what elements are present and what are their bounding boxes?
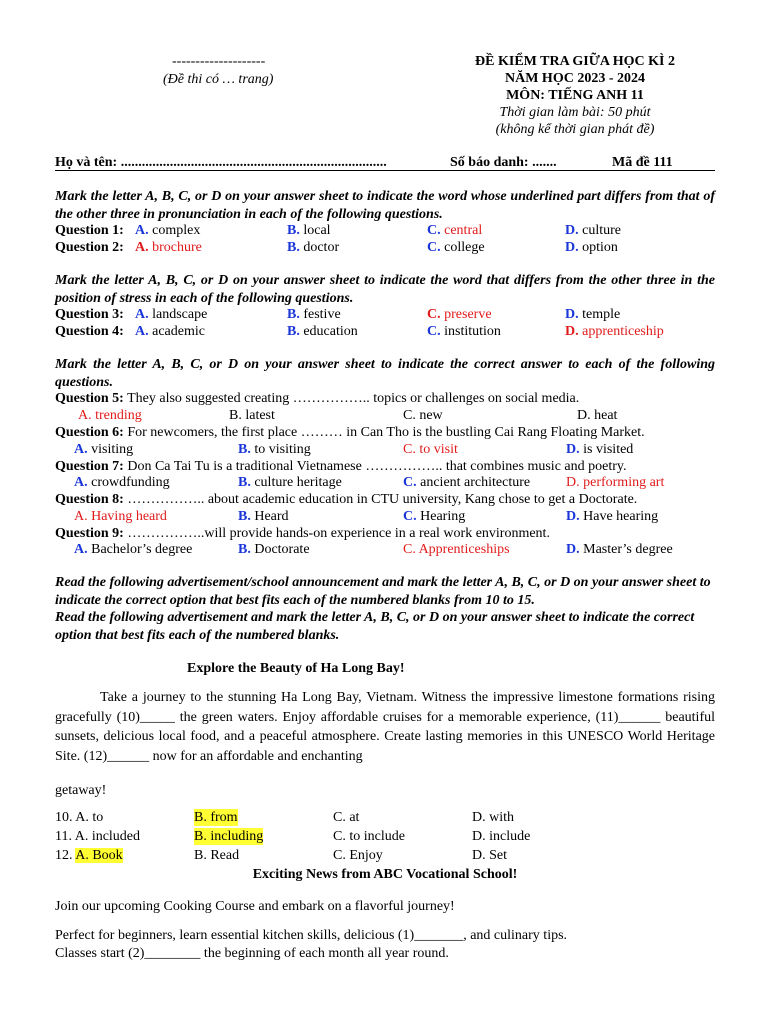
option-text: option	[582, 240, 618, 255]
option-d: D. Set	[472, 848, 507, 863]
student-id-field: Số báo danh: .......	[450, 155, 557, 170]
option-text: education	[303, 324, 358, 339]
option-letter: C.	[403, 475, 417, 490]
option-letter: A.	[135, 307, 149, 322]
option-letter: D.	[565, 223, 579, 238]
option-text: crowdfunding	[91, 475, 170, 490]
option-a: 10. A. to	[55, 810, 104, 825]
option-letter: C.	[427, 240, 441, 255]
option-b: B. latest	[229, 408, 275, 423]
option-text: central	[444, 223, 483, 238]
question-label: Question 2:	[55, 240, 124, 255]
student-name-field: Họ và tên: ............................................................................	[55, 155, 387, 170]
option-letter: B.	[238, 442, 251, 457]
option-letter: D.	[566, 509, 580, 524]
option-c: C. new	[403, 408, 443, 423]
option-text: to visiting	[254, 442, 311, 457]
option-text: brochure	[152, 240, 202, 255]
option-text: Master’s degree	[583, 542, 673, 557]
header-dashes: --------------------	[172, 54, 266, 69]
school-year: NĂM HỌC 2023 - 2024	[505, 71, 645, 86]
question-stem: ……………..will provide hands-on experience in a real work environment.	[127, 526, 550, 541]
ad-ending: getaway!	[55, 783, 107, 798]
option-text: culture heritage	[254, 475, 342, 490]
news-paragraph-2: Perfect for beginners, learn essential kitchen skills, delicious (1)_______, and culinary tips.	[55, 928, 568, 943]
exam-time: Thời gian làm bài: 50 phút	[499, 105, 651, 120]
option-letter: C.	[427, 307, 441, 322]
question-label: Question 7:	[55, 459, 124, 474]
option-text: preserve	[444, 307, 492, 322]
section2-instruction: Mark the letter A, B, C, or D on your answer sheet to indicate the word that differs from the other three in the position of stress in each of the following questions.	[55, 273, 715, 306]
section3-instruction: Mark the letter A, B, C, or D on your answer sheet to indicate the correct answer to each of the following questions.	[55, 357, 715, 390]
option-letter: B.	[287, 307, 300, 322]
question-stem: They also suggested creating …………….. topics or challenges on social media.	[127, 391, 580, 406]
exam-time-note: (không kể thời gian phát đề)	[495, 122, 655, 137]
question-label: Question 4:	[55, 324, 124, 339]
option-d: D. with	[472, 810, 514, 825]
option-text: doctor	[303, 240, 340, 255]
question-label: Question 6:	[55, 425, 124, 440]
exam-code: Mã đề 111	[612, 155, 673, 170]
option-text: Have hearing	[583, 509, 659, 524]
option-text: temple	[582, 307, 621, 322]
news-paragraph-3: Classes start (2)________ the beginning of each month all year round.	[55, 946, 449, 961]
option-letter: B.	[287, 223, 300, 238]
option-c: C. at	[333, 810, 360, 825]
option-c: C. to visit	[403, 442, 458, 457]
option-letter: C.	[427, 324, 441, 339]
option-d: D. include	[472, 829, 531, 844]
question-label: Question 9:	[55, 526, 124, 541]
option-letter: D.	[565, 324, 579, 339]
option-text: culture	[582, 223, 621, 238]
option-a: A. Book	[75, 848, 123, 863]
option-text: complex	[152, 223, 201, 238]
exam-title: ĐỀ KIỂM TRA GIỮA HỌC KÌ 2	[475, 54, 675, 69]
news-title: Exciting News from ABC Vocational School!	[252, 867, 518, 882]
option-letter: D.	[566, 542, 580, 557]
option-letter: A.	[74, 542, 88, 557]
option-a: A. Having heard	[74, 509, 167, 524]
option-letter: B.	[238, 542, 251, 557]
option-text: landscape	[152, 307, 208, 322]
ad-title: Explore the Beauty of Ha Long Bay!	[187, 661, 405, 676]
header-divider	[55, 170, 715, 171]
section4-instruction-2: Read the following advertisement and mark the letter A, B, C, or D on your answer sheet to indicate the correct option that best fits each of the numbered blanks.	[55, 610, 695, 643]
option-letter: B.	[238, 509, 251, 524]
option-text: local	[303, 223, 331, 238]
option-c: C. to include	[333, 829, 405, 844]
option-letter: B.	[238, 475, 251, 490]
question-stem: Don Ca Tai Tu is a traditional Vietnamese …………….. that combines music and poetry.	[127, 459, 627, 474]
option-b: B. Read	[194, 848, 240, 863]
option-letter: B.	[287, 240, 300, 255]
option-b: B. from	[194, 810, 238, 825]
option-letter: B.	[287, 324, 300, 339]
option-text: college	[444, 240, 485, 255]
option-text: ancient architecture	[420, 475, 531, 490]
option-a: A. trending	[78, 408, 142, 423]
option-letter: A.	[135, 223, 149, 238]
option-text: is visited	[583, 442, 634, 457]
question-stem: For newcomers, the first place ……… in Can Tho is the bustling Cai Rang Floating Market.	[127, 425, 645, 440]
section1-instruction: Mark the letter A, B, C, or D on your answer sheet to indicate the word whose underlined part differs from that of the other three in pronunciation in each of the following questions.	[55, 189, 715, 222]
option-number: 12.	[55, 848, 73, 863]
option-text: festive	[303, 307, 341, 322]
question-label: Question 5:	[55, 391, 124, 406]
option-text: visiting	[91, 442, 134, 457]
question-label: Question 1:	[55, 223, 124, 238]
section4-instruction-1: Read the following advertisement/school announcement and mark the letter A, B, C, or D on your answer sheet to indicate the correct option that best fits each of the numbered blanks from 10 to 15.	[55, 575, 711, 608]
question-label: Question 8:	[55, 492, 124, 507]
option-letter: C.	[403, 509, 417, 524]
option-c: C. Apprenticeships	[403, 542, 510, 557]
option-letter: D.	[565, 240, 579, 255]
option-letter: A.	[135, 240, 149, 255]
option-text: apprenticeship	[582, 324, 664, 339]
option-letter: C.	[427, 223, 441, 238]
question-stem: …………….. about academic education in CTU university, Kang chose to get a Doctorate.	[127, 492, 638, 507]
option-letter: A.	[74, 475, 88, 490]
ad-body: Take a journey to the stunning Ha Long Bay, Vietnam. Witness the impressive limestone formations rising gracefully (10)_____ the green waters. Enjoy affordable cruises for a memorable experience, (11)______ beautiful sunsets, delicious local food, and a peaceful atmosphere. Create lasting memories in this UNESCO World Heritage Site. (12)______ now for an affordable and enchanting	[55, 690, 715, 764]
option-d: D. performing art	[566, 475, 665, 490]
pages-note: (Đề thi có … trang)	[163, 72, 274, 87]
option-letter: D.	[566, 442, 580, 457]
option-text: academic	[152, 324, 205, 339]
option-c: C. Enjoy	[333, 848, 383, 863]
option-text: Heard	[254, 509, 289, 524]
option-text: Doctorate	[254, 542, 310, 557]
option-b: B. including	[194, 829, 264, 844]
option-text: institution	[444, 324, 501, 339]
subject: MÔN: TIẾNG ANH 11	[506, 88, 644, 103]
option-letter: A.	[135, 324, 149, 339]
option-text: Bachelor’s degree	[91, 542, 193, 557]
question-label: Question 3:	[55, 307, 124, 322]
news-paragraph-1: Join our upcoming Cooking Course and embark on a flavorful journey!	[55, 899, 455, 914]
option-letter: A.	[74, 442, 88, 457]
option-text: Hearing	[420, 509, 466, 524]
option-a: 11. A. included	[55, 829, 141, 844]
option-letter: D.	[565, 307, 579, 322]
option-d: D. heat	[577, 408, 618, 423]
